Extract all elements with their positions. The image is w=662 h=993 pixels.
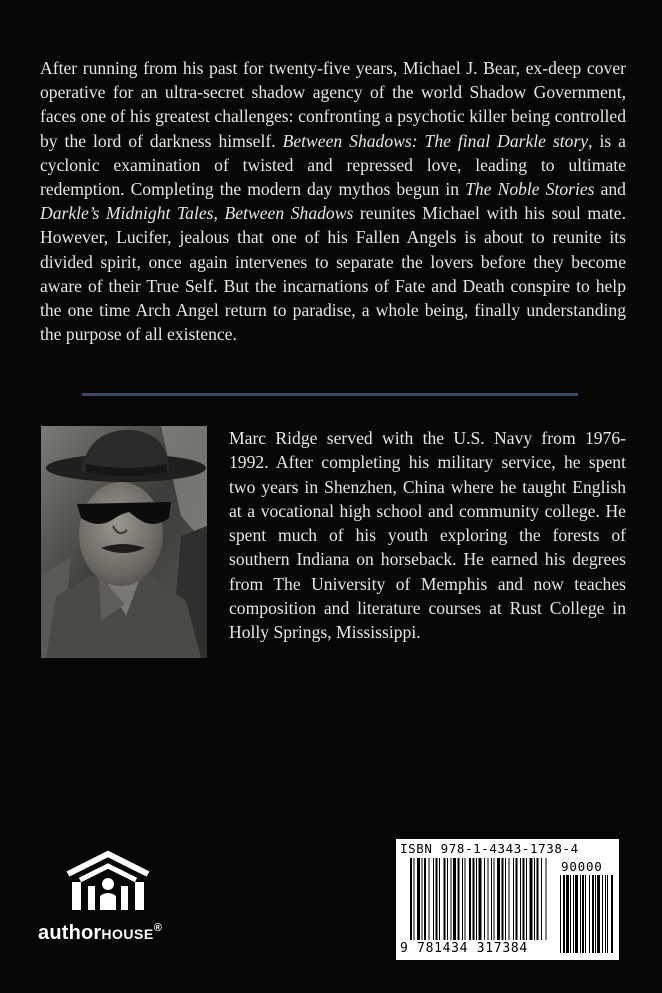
barcode-bar [439,858,440,940]
blurb-text: , [213,203,225,224]
blurb-book-title: Between Shadows [224,203,354,224]
barcode-bar [436,858,438,940]
barcode-bar [465,858,466,940]
barcode-bar [410,858,412,940]
barcode-addon-bar [597,875,600,953]
barcode-bar [488,858,489,940]
blurb-title: Between Shadows: The final Darkle story [282,130,589,151]
barcode-bar [502,858,504,940]
barcode-addon-bar [566,875,569,953]
barcode-bar [462,858,463,940]
barcode-bar [505,858,506,940]
barcode-bar [458,858,460,940]
back-cover-blurb [40,56,626,346]
barcode-bar [451,858,452,940]
barcode-bar [424,858,426,940]
registered-mark: ® [153,922,163,934]
barcode-bar [476,858,477,940]
barcode-addon-bar [575,875,578,953]
authorhouse-logo-icon [66,850,150,912]
publisher-name [38,922,162,945]
barcode-addon-bar [589,875,590,953]
author-photo [41,426,207,658]
barcode-addon-bar [605,875,606,953]
barcode-bar [534,858,535,940]
barcode-bar [429,858,430,940]
barcode-bar [453,858,456,940]
blurb-book-title: The Noble Stories [465,179,595,200]
publisher-name-part: HOUSE [101,926,154,942]
barcode-bar [444,858,446,940]
barcode-bar [509,858,510,940]
barcode-bar [433,858,434,940]
barcode-addon-bar [595,875,596,953]
barcode-bar [414,858,415,940]
blurb-text: and [594,179,626,200]
barcode-bar [526,858,527,940]
barcode-bar [494,858,495,940]
section-divider [82,393,578,396]
barcode-ean-number: 9 781434 317384 [400,941,528,956]
barcode-addon-bar [611,875,613,953]
barcode-bar [523,858,525,940]
barcode-bar [546,858,547,940]
barcode-bar [537,858,539,940]
barcode-bar [497,858,500,940]
isbn-barcode [396,839,619,960]
barcode-bar [473,858,475,940]
barcode-bar [447,858,448,940]
barcode-bar [520,858,521,940]
barcode-addon-bar [592,875,594,953]
blurb-book-title: Darkle’s Midnight Tales [40,203,214,224]
barcode-addon-bar [607,875,608,953]
barcode-bar [484,858,485,940]
barcode-bar [469,858,471,940]
blurb-text: After running from his past for twenty-five years, Michael J. Bear, ex-deep cover operative for an ultra-secret shadow agency of the world Shadow Government, faces one of his greatest challenges: confronting a psychotic killer being controlled by the lord of darkness himself. [40,58,626,151]
isbn-text: ISBN 978-1-4343-1738-4 [400,841,579,856]
blurb-text: reunites Michael with his soul mate. However, Lucifer, jealous that one of his Fallen Angels is about to reunite its divided spirit, once again intervenes to separate the lovers before they become aware of their True Self. But the incarnations of Fate and Death conspire to help the one time Arch Angel return to paradise, a whole being, finally understanding the purpose of all existence. [40,203,627,345]
barcode-bar [417,858,420,940]
barcode-bar [516,858,518,940]
barcode-addon-bar [573,875,574,953]
barcode-bar [513,858,514,940]
barcode-addon-bar [585,875,586,953]
barcode-addon-bar [570,875,571,953]
barcode-bar [530,858,533,940]
barcode-bar [422,858,423,940]
barcode-bar [541,858,542,940]
barcode-addon-bar [582,875,584,953]
barcode-addon-bar [580,875,581,953]
publisher-name-part: author [38,922,102,944]
barcode-addon-bar [563,875,565,953]
publisher-logo [38,850,184,960]
blurb-text: , is a cyclonic examination of twisted and repressed love, leading to ultimate redemption. Completing the modern day mythos begun in [40,130,626,200]
author-bio: Marc Ridge served with the U.S. Navy from 1976-1992. After completing his military service, he spent two years in Shenzhen, China where he taught English at a vocational high school and community college. He spent much of his youth exploring the forests of southern Indiana on horseback. He earned his degrees from The University of Memphis and now teaches composition and literature courses at Rust College in Holly Springs, Mississippi. [229,428,626,643]
barcode-addon-bar [560,875,561,953]
barcode-addon-number: 90000 [561,859,603,874]
barcode-bar [479,858,482,940]
barcode-bar [491,858,492,940]
barcode-addon-bar [602,875,603,953]
